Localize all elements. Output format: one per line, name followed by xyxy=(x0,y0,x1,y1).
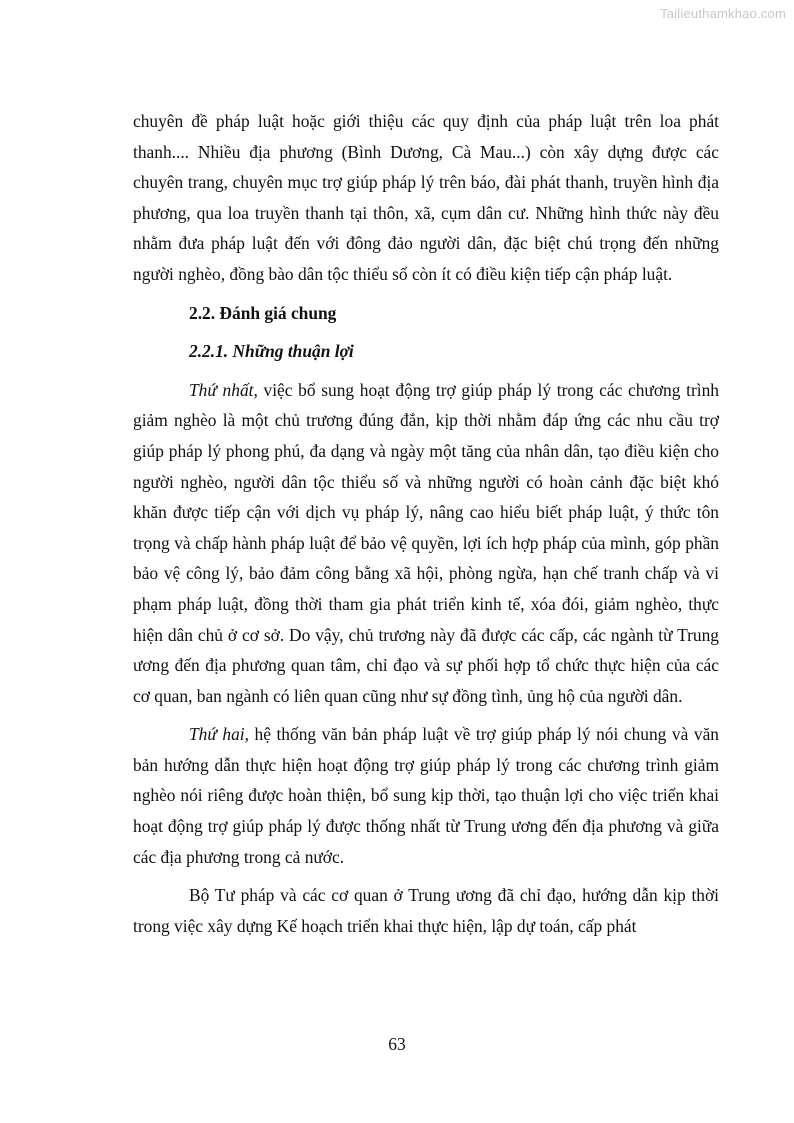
document-body xyxy=(133,106,719,949)
paragraph-continuation: chuyên đề pháp luật hoặc giới thiệu các quy định của pháp luật trên loa phát thanh.... Nhiều địa phương (Bình Dương, Cà Mau...) còn xây dựng được các chuyên trang, chuyên mục trợ giúp pháp lý trên báo, đài phát thanh, truyền hình địa phương, qua loa truyền thanh tại thôn, xã, cụm dân cư. Những hình thức này đều nhằm đưa pháp luật đến với đông đảo người dân, đặc biệt chú trọng đến những người nghèo, đồng bào dân tộc thiểu số còn ít có điều kiện tiếp cận pháp luật. xyxy=(133,111,719,284)
paragraph-body-first: việc bổ sung hoạt động trợ giúp pháp lý trong các chương trình giảm nghèo là một chủ trương đúng đắn, kịp thời nhằm đáp ứng các nhu cầu trợ giúp pháp lý phong phú, đa dạng và ngày một tăng của nhân dân, tạo điều kiện cho người nghèo, người dân tộc thiểu số và những người có hoàn cảnh đặc biệt khó khăn được tiếp cận với dịch vụ pháp lý, nâng cao hiểu biết pháp luật, ý thức tôn trọng và chấp hành pháp luật để bảo vệ quyền, lợi ích hợp pháp của mình, góp phần bảo vệ công lý, bảo đảm công bằng xã hội, phòng ngừa, hạn chế tranh chấp và vi phạm pháp luật, đồng thời tham gia phát triển kinh tế, xóa đói, giảm nghèo, thực hiện dân chủ ở cơ sở. Do vậy, chủ trương này đã được các cấp, các ngành từ Trung ương đến địa phương quan tâm, chỉ đạo và sự phối hợp tổ chức thực hiện của các cơ quan, ban ngành có liên quan cũng như sự đồng tình, ủng hộ của người dân. xyxy=(133,379,719,706)
paragraph-first-point xyxy=(133,375,719,712)
paragraph-lead-first: Thứ nhất, xyxy=(189,379,258,400)
page-number: 63 xyxy=(388,1034,406,1054)
paragraph-ministry: Bộ Tư pháp và các cơ quan ở Trung ương đã chỉ đạo, hướng dẫn kịp thời trong việc xây dựng Kế hoạch triển khai thực hiện, lập dự toán, cấp phát xyxy=(133,885,719,936)
paragraph-body-second: hệ thống văn bản pháp luật về trợ giúp pháp lý nói chung và văn bản hướng dẫn thực hiện hoạt động trợ giúp pháp lý trong các chương trình giảm nghèo nói riêng được hoàn thiện, bổ sung kịp thời, tạo thuận lợi cho việc triển khai hoạt động trợ giúp pháp lý được thống nhất từ Trung ương đến địa phương và giữa các địa phương trong cả nước. xyxy=(133,724,719,867)
subsection-heading: 2.2.1. Những thuận lợi xyxy=(189,341,354,362)
section-heading: 2.2. Đánh giá chung xyxy=(189,302,337,323)
watermark: Tailieuthamkhao.com xyxy=(660,6,786,21)
paragraph-second-point xyxy=(133,719,719,872)
paragraph-lead-second: Thứ hai, xyxy=(189,724,249,745)
